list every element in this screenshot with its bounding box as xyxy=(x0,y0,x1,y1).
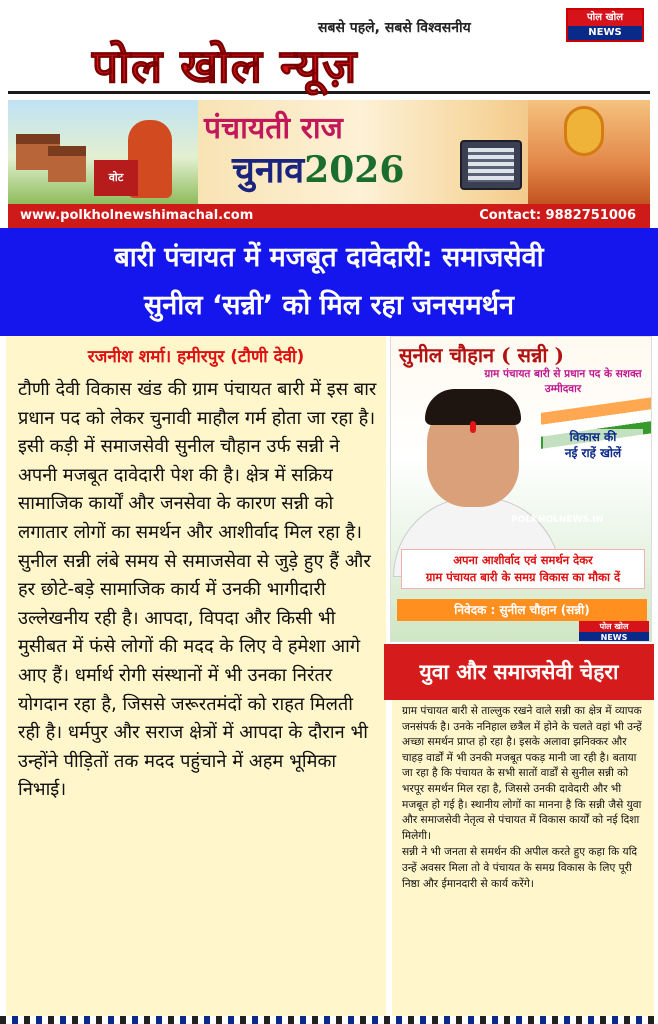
evm-machine-icon xyxy=(460,140,522,190)
candidate-hair xyxy=(425,389,521,425)
sidebar-heading: युवा और समाजसेवी चेहरा xyxy=(384,644,654,700)
banner-year: 2026 xyxy=(304,149,405,191)
village-scene-illustration xyxy=(8,100,198,204)
logo-bottom-text: NEWS xyxy=(568,26,642,40)
sidebar-body xyxy=(392,700,654,1016)
poster-logo xyxy=(579,621,649,642)
poster-slogan xyxy=(543,429,643,461)
tilak-mark xyxy=(470,421,476,433)
candidate-poster xyxy=(390,336,652,642)
headline-line2: सुनील ‘सन्नी’ को मिल रहा जनसमर्थन xyxy=(144,290,514,321)
poster-nivedak: निवेदक : सुनील चौहान (सन्नी) xyxy=(397,599,647,621)
slogan-line1: विकास की xyxy=(569,430,617,444)
article-column xyxy=(6,336,386,1016)
headline-line1: बारी पंचायत में मजबूत दावेदारी: समाजसेवी xyxy=(114,242,544,273)
poster-subtitle: ग्राम पंचायत बारी से प्रधान पद के सशक्त उम्मीदवार xyxy=(484,368,642,395)
article-body: टौणी देवी विकास खंड की ग्राम पंचायत बारी में इस बार प्रधान पद को लेकर चुनावी माहौल गर्म होता जा रहा है। इसी कड़ी में समाजसेवी सुनील चौहान उर्फ सन्नी ने अपनी मजबूत दावेदारी पेश की है। क्षेत्र में सक्रिय सामाजिक कार्यों और जनसेवा के कारण सन्नी को लगातार लोगों का समर्थन और आशीर्वाद मिल रहा है। सुनील सन्नी लंबे समय से समाजसेवा से जुड़े हुए हैं और हर छोटे-बड़े सामाजिक कार्य में उनकी भागीदारी उल्लेखनीय रही है। आपदा, विपदा और किसी भी मुसीबत में फंसे लोगों की मदद के लिए वे हमेशा आगे आए हैं। धर्मार्थ रोगी संस्थानों में भी उनका निरंतर योगदान रहा है, जिससे जरूरतमंदों को राहत मिलती रही है। धर्मपुर और सराज क्षेत्रों में आपदा के दौरान भी उन्होंने पीड़ितों तक मदद पहुंचाने में अहम भूमिका निभाई। xyxy=(18,379,377,801)
ballot-box: वोट xyxy=(94,160,138,196)
appeal-line1: अपना आशीर्वाद एवं समर्थन देकर xyxy=(453,553,593,567)
banner-line2 xyxy=(232,144,404,193)
website-link[interactable]: www.polkholnewshimachal.com xyxy=(20,208,254,223)
byline: रजनीश शर्मा। हमीरपुर (टौणी देवी) xyxy=(87,347,305,367)
poster-watermark: POLKHOLNEWS.IN xyxy=(511,515,604,525)
banner-word: चुनाव xyxy=(232,149,305,191)
deity-illustration xyxy=(564,106,604,156)
tagline: सबसे पहले, सबसे विश्वसनीय xyxy=(318,20,471,36)
contact-bar xyxy=(8,204,650,228)
slogan-line2: नई राहें खोलें xyxy=(564,446,622,460)
house-icon xyxy=(48,146,86,182)
footer-strip xyxy=(0,1016,658,1024)
brand-title: पोल खोल न्यूज़ xyxy=(92,39,358,93)
contact-phone: Contact: 9882751006 xyxy=(479,208,636,223)
poster-logo-bottom: NEWS xyxy=(579,632,649,642)
sidebar-paragraph: सन्नी ने भी जनता से समर्थन की अपील करते हुए कहा कि यदि उन्हें अवसर मिला तो वे पंचायत के समग्र विकास के लिए पूरी निष्ठा और ईमानदारी से कार्य करेंगे। xyxy=(402,846,638,890)
election-banner xyxy=(8,100,650,204)
banner-line1: पंचायती राज xyxy=(204,111,343,146)
poster-logo-top: पोल खोल xyxy=(579,621,649,632)
masthead xyxy=(0,0,658,96)
logo-top-text: पोल खोल xyxy=(568,10,642,26)
poster-appeal xyxy=(401,549,645,589)
brand-logo xyxy=(566,8,644,42)
main-headline xyxy=(0,228,658,336)
poster-candidate-name: सुनील चौहान ( सन्नी ) xyxy=(399,343,565,367)
sidebar-paragraph: ग्राम पंचायत बारी से ताल्लुक रखने वाले सन्नी का क्षेत्र में व्यापक जनसंपर्क है। उनके ननिहाल छत्रैल में होने के चलते वहां भी उन्हें अच्छा समर्थन प्राप्त हो रहा है। इसके अलावा झनिक्कर और चाहड़ वार्डों में भी उनकी मजबूत पकड़ मानी जा रही है। बताया जा रहा है कि पंचायत के सभी सातों वार्डों से सुनील सन्नी को भरपूर समर्थन मिल रहा है, जिससे उनकी दावेदारी और भी मजबूत हो गई है। स्थानीय लोगों का मानना है कि सन्नी जैसे युवा और समाजसेवी नेतृत्व से पंचायत में विकास कार्यों को नई दिशा मिलेगी। xyxy=(402,705,642,842)
appeal-line2: ग्राम पंचायत बारी के समग्र विकास का मौका दें xyxy=(425,570,621,584)
